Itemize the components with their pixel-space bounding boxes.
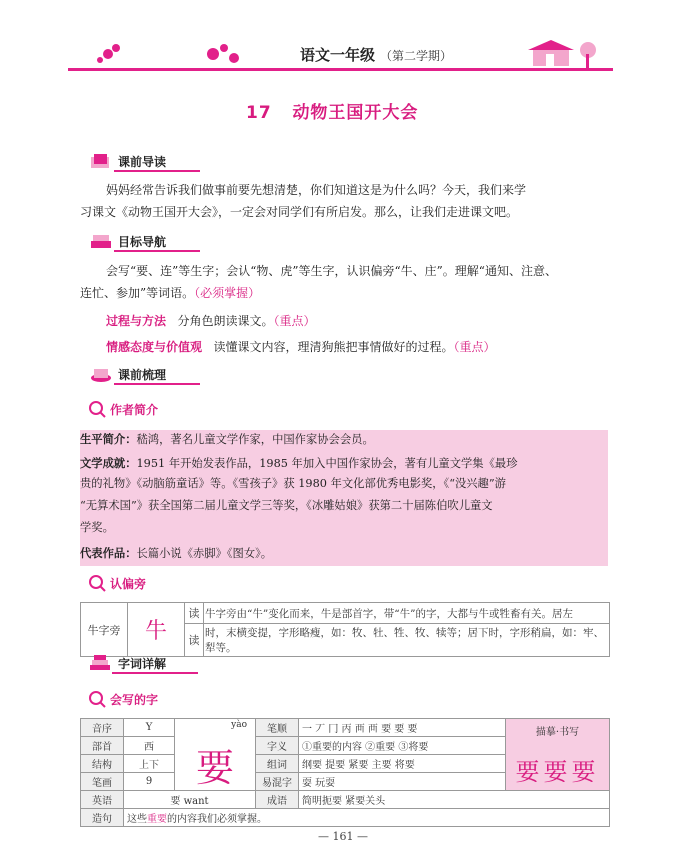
- author-achv-3: “无算术国”》获全国第二届儿童文学三等奖，《冰雕姑娘》获第二十届陈伯吹儿童文: [80, 499, 493, 512]
- lesson-title: [246, 98, 418, 123]
- page-number: — 161 —: [318, 830, 368, 843]
- books-stack-icon: [88, 654, 112, 672]
- lesson-number: 17: [246, 103, 272, 123]
- radical-val: 西: [124, 737, 175, 755]
- magnifier-icon: [88, 690, 106, 708]
- radical-read-2: 读: [185, 624, 204, 657]
- chars-heading: 会写的字: [88, 690, 158, 708]
- author-life: 生平简介：嵇鸿，著名儿童文学作家，中国作家协会会员。: [80, 433, 374, 446]
- goals-note-must: （必须掌握）: [194, 286, 261, 300]
- idiom-val: 简明扼要 紧要关头: [299, 791, 610, 809]
- goals-process: 过程与方法 分角色朗读课文。（重点）: [106, 314, 316, 328]
- practice-chars: [509, 752, 606, 787]
- preview-text-1: 妈妈经常告诉我们做事前要先想清楚，你们知道这是为什么吗？今天，我们来学: [106, 183, 527, 197]
- confuse-val: 耍 玩耍: [299, 773, 506, 791]
- goals-line-1: 会写“要、连”等生字；会认“物、虎”等生字，认识偏旁“牛、庄”。理解“通知、注意、: [106, 264, 557, 278]
- header-subtitle: （第二学期）: [380, 49, 453, 63]
- author-achv-1: 文学成就：1951 年开始发表作品，1985 年加入中国作家协会，著有儿童文学集《最珍: [80, 457, 518, 470]
- struct-label: 结构: [81, 755, 124, 773]
- struct-val: 上下: [124, 755, 175, 773]
- practice-cell: 描摹·书写 要要要: [506, 719, 610, 791]
- header-rule: [68, 68, 613, 71]
- practice-char-3: 要: [571, 758, 600, 786]
- section-goals-heading: 目标导航: [90, 230, 200, 252]
- char-pinyin: yào: [231, 720, 247, 730]
- cake-icon: [90, 365, 112, 383]
- preview-text-2: 习课文《动物王国开大会》，一定会对同学们有所启发。那么，让我们走进课文吧。: [80, 205, 519, 219]
- compound-label: 组词: [256, 755, 299, 773]
- author-achv-2: 贵的礼物》《动脑筋童话》等。《雪孩子》获 1980 年文化部优秀电影奖，《“没兴趣”游: [80, 477, 506, 490]
- meaning-label: 字义: [256, 737, 299, 755]
- order-label: 笔顺: [256, 719, 299, 737]
- author-works: 代表作品：长篇小说《赤脚》《图女》。: [80, 547, 273, 560]
- practice-char-1: 要: [515, 758, 544, 786]
- sentence-val: 这些重要的内容我们必须掌握。: [124, 809, 610, 827]
- order-val: 一 丆 冂 丙 襾 襾 要 要 要: [299, 719, 506, 737]
- magnifier-icon: [88, 400, 106, 418]
- book-icon: [90, 152, 112, 170]
- section-review-heading: 课前梳理: [90, 363, 200, 385]
- char-table: [80, 718, 610, 827]
- magnifier-icon: [88, 574, 106, 592]
- radical-glyph: 牛: [128, 603, 185, 657]
- radical-name: 牛字旁: [81, 603, 128, 657]
- strokes-val: 9: [124, 773, 175, 791]
- flower-icon-left: [97, 44, 239, 63]
- radical-read-1: 读: [185, 603, 204, 624]
- radical-label: 部首: [81, 737, 124, 755]
- author-box: [80, 430, 608, 566]
- char-glyph: 要: [195, 746, 234, 790]
- author-achv-4: 学奖。: [80, 521, 114, 534]
- house-icon-right: [528, 40, 596, 68]
- radical-line-1: 牛字旁由“牛”变化而来，牛是部首字，带“牛”的字，大都与牛或牲畜有关。居左: [204, 603, 610, 624]
- confuse-label: 易混字: [256, 773, 299, 791]
- radical-heading: 认偏旁: [88, 574, 146, 592]
- author-heading: 作者简介: [88, 400, 158, 418]
- books-icon: [90, 232, 112, 250]
- english-label: 英语: [81, 791, 124, 809]
- header-title: 语文一年级: [300, 46, 376, 64]
- idiom-label: 成语: [256, 791, 299, 809]
- pinyin-label: 音序: [81, 719, 124, 737]
- english-val: 要 want: [124, 791, 256, 809]
- goals-emotion: 情感态度与价值观 读懂课文内容，理清狗熊把事情做好的过程。（重点）: [106, 340, 496, 354]
- char-cell: [175, 719, 256, 791]
- practice-char-2: 要: [543, 758, 572, 786]
- goals-line-2: 连忙、参加”等词语。（必须掌握）: [80, 286, 261, 300]
- radical-table: [80, 602, 610, 657]
- section-words-heading: 字词详解: [88, 652, 198, 674]
- pinyin-val: Y: [124, 719, 175, 737]
- lesson-name: 动物王国开大会: [292, 103, 419, 123]
- radical-line-2: 时，末横变提，字形略瘦，如：牧、牡、牲、牧、犊等；居下时，字形稍扁，如：牢、犁等。: [204, 624, 610, 657]
- strokes-label: 笔画: [81, 773, 124, 791]
- section-preview-heading: 课前导读: [90, 150, 200, 172]
- meaning-val: ①重要的内容 ②重要 ③将要: [299, 737, 506, 755]
- compound-val: 纲要 提要 紧要 主要 将要: [299, 755, 506, 773]
- sentence-label: 造句: [81, 809, 124, 827]
